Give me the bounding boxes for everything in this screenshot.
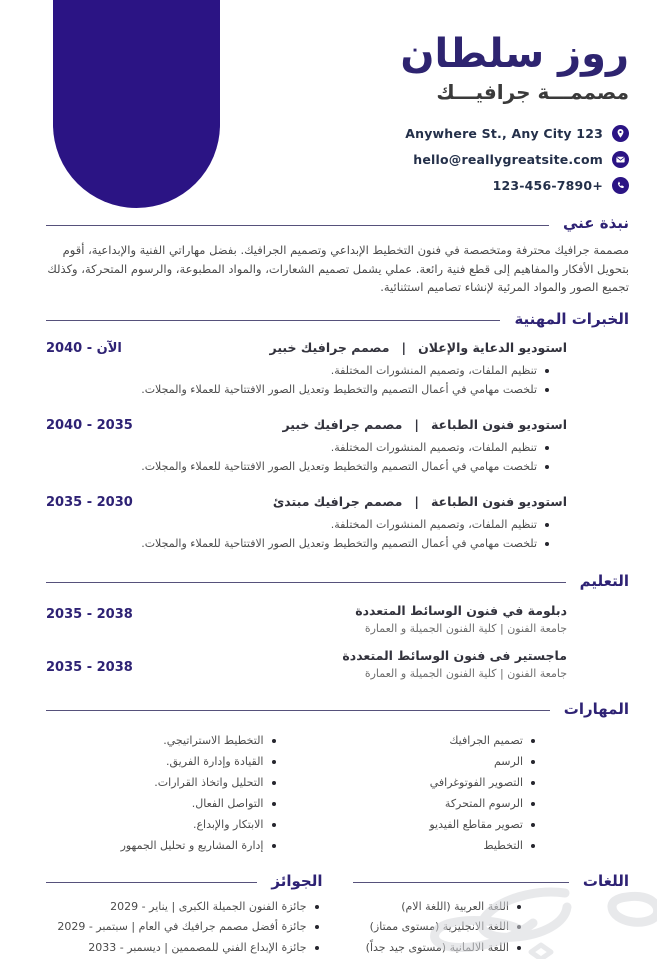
skill-item: التحليل واتخاذ القرارات.	[46, 775, 321, 791]
award-item: جائزة الإبداع الفني للمصممين | ديسمبر - 2033	[46, 940, 323, 956]
bullet-dot-icon	[517, 946, 521, 950]
heading-rule	[46, 882, 257, 883]
skills-heading: المهارات	[563, 699, 629, 718]
email-text: hello@reallygreatsite.com	[413, 151, 603, 167]
education-entry	[46, 603, 629, 635]
experience-entry	[46, 417, 629, 475]
bullet-dot-icon	[531, 823, 535, 827]
about-heading: نبذة عني	[562, 214, 629, 232]
contact-address	[46, 124, 629, 142]
skill-item: التصوير الفوتوغرافي	[355, 775, 630, 791]
experience-section-header	[46, 310, 629, 328]
education-degree: دبلومة في فنون الوسائط المتعددة	[355, 602, 567, 618]
awards-section-header	[46, 872, 323, 890]
skill-item: تصوير مقاطع الفيديو	[355, 817, 630, 833]
bullet-dot-icon	[315, 946, 319, 950]
experience-bullet: تلخصت مهامي في أعمال التصميم والتخطيط وتعديل الصور الافتتاحية للعملاء والمجلات.	[46, 536, 629, 552]
experience-bullet: تنظيم الملفات، وتصميم المنشورات المختلفة.	[46, 363, 629, 379]
education-entry	[46, 648, 629, 680]
bullet-dot-icon	[517, 905, 521, 909]
skill-item: التواصل الفعال.	[46, 796, 321, 812]
education-section	[46, 572, 629, 680]
about-section-header	[46, 214, 629, 232]
languages-section	[353, 872, 630, 956]
education-date: 2035 - 2038	[46, 659, 133, 675]
email-icon	[612, 151, 629, 168]
experience-bullet: تلخصت مهامي في أعمال التصميم والتخطيط وتعديل الصور الافتتاحية للعملاء والمجلات.	[46, 459, 629, 475]
awards-section	[46, 872, 323, 956]
awards-heading: الجوائز	[271, 871, 323, 890]
experience-entry	[46, 494, 629, 552]
contact-email	[46, 150, 629, 168]
award-item: جائزة الفنون الجميلة الكبرى | يناير - 2029	[46, 899, 323, 915]
skills-section-header	[46, 700, 629, 718]
experience-title	[282, 417, 567, 432]
bullet-dot-icon	[272, 802, 276, 806]
heading-rule	[46, 225, 549, 226]
education-school: جامعة الفنون | كلية الفنون الجميلة و العمارة	[364, 666, 567, 680]
experience-role: مصمم جرافيك مبتدئ	[272, 493, 403, 509]
experience-role: مصمم جرافيك خبير	[269, 339, 390, 355]
bullet-dot-icon	[272, 739, 276, 743]
heading-rule	[353, 882, 569, 883]
award-item: جائزة أفضل مصمم جرافيك في العام | سبتمبر - 2029	[46, 919, 323, 935]
education-degree: ماجستير فى فنون الوسائط المتعددة	[342, 647, 567, 663]
experience-role: مصمم جرافيك خبير	[282, 416, 403, 432]
bullet-dot-icon	[545, 369, 549, 373]
bullet-dot-icon	[531, 781, 535, 785]
bullet-dot-icon	[545, 388, 549, 392]
experience-company: استوديو فنون الطباعة	[430, 493, 567, 509]
languages-heading: اللغات	[582, 871, 629, 890]
bullet-dot-icon	[315, 905, 319, 909]
bullet-dot-icon	[517, 925, 521, 929]
skills-column-left	[46, 728, 321, 854]
bullet-dot-icon	[315, 925, 319, 929]
skill-item: تصميم الجرافيك	[355, 733, 630, 749]
heading-rule	[46, 320, 500, 321]
bullet-dot-icon	[545, 446, 549, 450]
about-paragraph: مصممة جرافيك محترفة ومتخصصة في فنون التخطيط الإبداعي وتصميم الجرافيك. بفضل مهاراتي الفنية والإبداعية، أقوم بتحويل الأفكار والمفاهيم إلى قطع فنية رائعة. عملي يشمل تصميم الشعارات، والمواد المطبوعة، والرسوم المتحركة، وكذلك تجميع الصور والمواد المرئية لإنشاء تصاميم استثنائية.	[47, 243, 629, 294]
bullet-dot-icon	[531, 802, 535, 806]
languages-section-header	[353, 872, 630, 890]
education-heading: التعليم	[579, 571, 629, 590]
bullet-dot-icon	[545, 523, 549, 527]
education-school: جامعة الفنون | كلية الفنون الجميلة و العمارة	[364, 621, 567, 635]
skill-item: الرسوم المتحركة	[355, 796, 630, 812]
separator: |	[414, 416, 419, 432]
experience-bullet: تلخصت مهامي في أعمال التصميم والتخطيط وتعديل الصور الافتتاحية للعملاء والمجلات.	[46, 382, 629, 398]
skill-item: الرسم	[355, 754, 630, 770]
skill-item: الابتكار والإبداع.	[46, 817, 321, 833]
bullet-dot-icon	[545, 542, 549, 546]
phone-text: 123-456-7890+	[492, 177, 603, 193]
skill-item: القيادة وإدارة الفريق.	[46, 754, 321, 770]
education-date: 2035 - 2038	[46, 606, 133, 622]
experience-title	[270, 340, 567, 355]
person-name: روز سلطان	[400, 31, 629, 77]
language-item: اللغة الالمانية (مستوى جيد جداً)	[353, 940, 630, 956]
skills-column-right	[355, 728, 630, 854]
heading-rule	[46, 710, 550, 711]
experience-company: استوديو الدعاية والإعلان	[418, 339, 567, 355]
education-section-header	[46, 572, 629, 590]
experience-bullet: تنظيم الملفات، وتصميم المنشورات المختلفة.	[46, 517, 629, 533]
contact-phone	[46, 176, 629, 194]
separator: |	[414, 493, 419, 509]
bullet-dot-icon	[272, 781, 276, 785]
experience-heading: الخبرات المهنية	[514, 309, 629, 328]
bullet-dot-icon	[272, 844, 276, 848]
contact-list	[46, 124, 629, 194]
separator: |	[401, 339, 407, 355]
address-text: Anywhere St., Any City 123	[405, 125, 603, 141]
bullet-dot-icon	[272, 823, 276, 827]
bullet-dot-icon	[272, 760, 276, 764]
experience-date: 2040 - الآن	[46, 340, 122, 356]
experience-bullet: تنظيم الملفات، وتصميم المنشورات المختلفة.	[46, 440, 629, 456]
language-item: اللغة العربية (اللغة الام)	[353, 899, 630, 915]
skill-item: التخطيط الاستراتيجي.	[46, 733, 321, 749]
bullet-dot-icon	[531, 844, 535, 848]
bullet-dot-icon	[531, 760, 535, 764]
skills-section	[46, 700, 629, 854]
bullet-dot-icon	[545, 465, 549, 469]
about-section	[46, 214, 629, 297]
experience-entry	[46, 340, 629, 398]
person-job-title: مصممـــة جرافيـــك	[436, 80, 629, 104]
experience-date: 2035 - 2030	[46, 494, 133, 510]
experience-company: استوديو فنون الطباعة	[430, 416, 567, 432]
experience-title	[273, 494, 567, 509]
skill-item: إدارة المشاريع و تحليل الجمهور	[46, 838, 321, 854]
phone-icon	[612, 177, 629, 194]
location-icon	[612, 125, 629, 142]
heading-rule	[46, 582, 566, 583]
header	[46, 30, 629, 194]
bullet-dot-icon	[531, 739, 535, 743]
skill-item: التخطيط	[355, 838, 630, 854]
experience-section	[46, 310, 629, 552]
experience-date: 2040 - 2035	[46, 417, 133, 433]
language-item: اللغة الانجليزية (مستوى ممتاز)	[353, 919, 630, 935]
